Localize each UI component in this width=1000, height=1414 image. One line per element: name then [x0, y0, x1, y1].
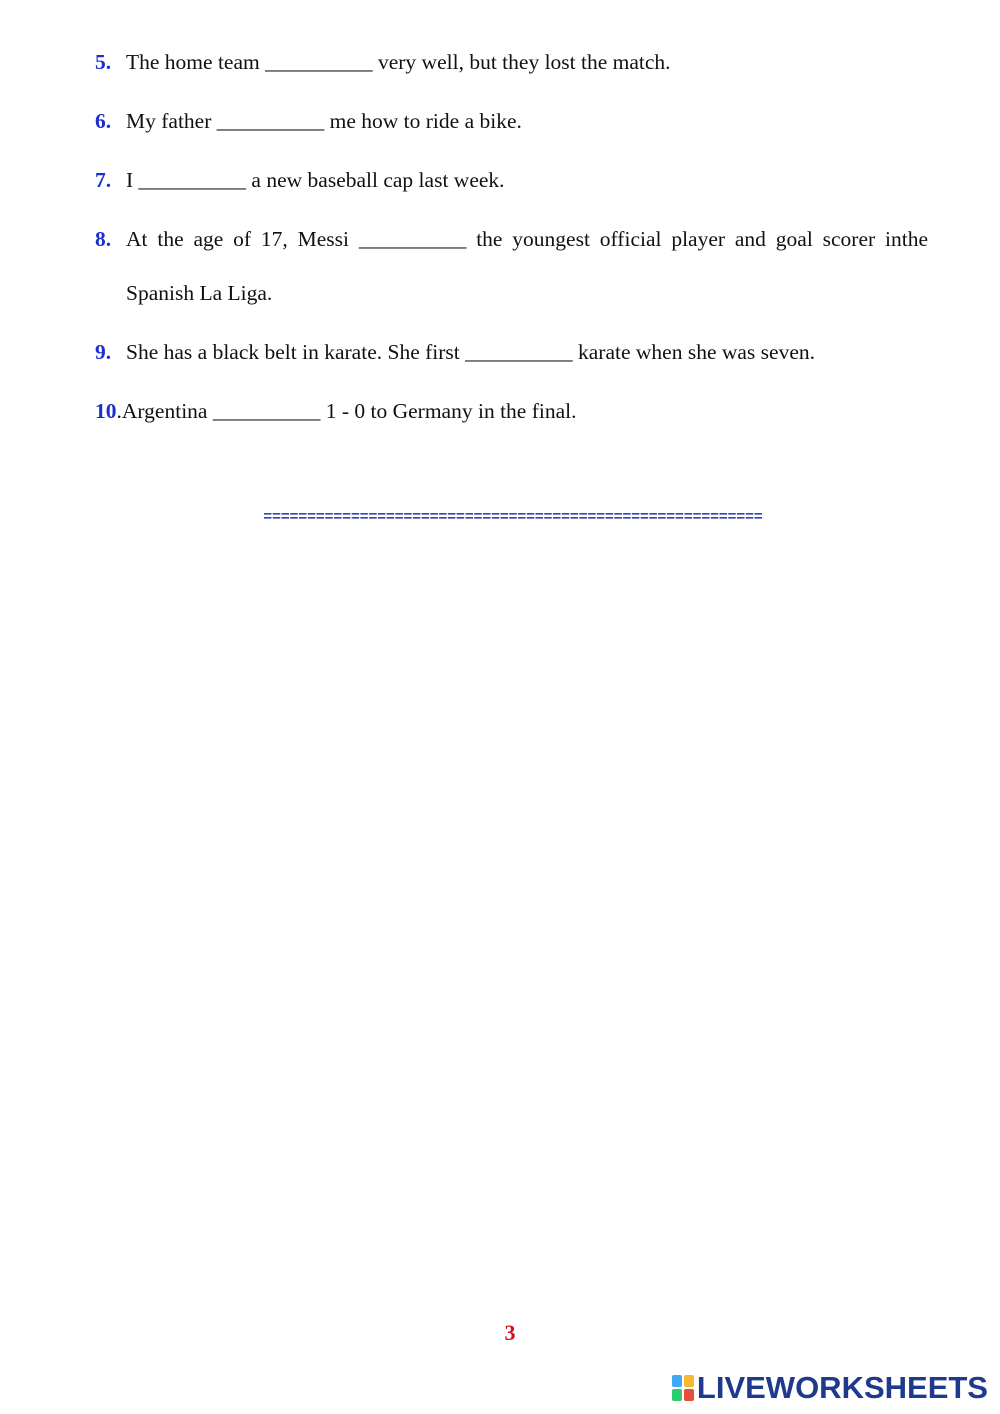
page-number: 3 [504, 1320, 516, 1345]
question-7 [95, 153, 928, 207]
question-8 [95, 212, 928, 320]
question-text-before: Argentina [121, 399, 213, 423]
question-number: 5. [95, 50, 112, 74]
question-text-after: me how to ride a bike. [324, 109, 522, 133]
question-text-before: I [126, 168, 139, 192]
question-text-before: My father [126, 109, 217, 133]
question-text-after: very well, but they lost the match. [372, 50, 671, 74]
question-text-after: karate when she was seven. [572, 340, 816, 364]
question-text-before: At the age of 17, Messi [126, 227, 359, 251]
answer-blank[interactable]: __________ [265, 50, 373, 74]
brand-name: LIVEWORKSHEETS [696, 1370, 988, 1405]
question-9 [95, 325, 928, 379]
question-number: 7. [95, 168, 112, 192]
liveworksheets-logo-icon [672, 1375, 694, 1401]
answer-blank[interactable]: __________ [465, 340, 573, 364]
question-text-before: The home team [126, 50, 266, 74]
question-text [95, 325, 928, 379]
question-text [95, 35, 928, 89]
question-text-after: 1 - 0 to Germany in the final. [320, 399, 577, 423]
question-text [95, 153, 928, 207]
question-text [95, 212, 928, 320]
question-number: 9. [95, 340, 112, 364]
question-number: 10 [95, 399, 117, 423]
logo-tile-v [672, 1389, 682, 1401]
question-5 [95, 35, 928, 89]
question-number: 6. [95, 109, 112, 133]
question-text-after: the youngest official player and goal scorer inthe Spanish La Liga. [126, 227, 928, 305]
question-text-after: a new baseball cap last week. [246, 168, 505, 192]
logo-tile-i [684, 1375, 694, 1387]
answer-blank[interactable]: __________ [138, 168, 247, 192]
answer-blank[interactable]: __________ [358, 227, 467, 251]
section-divider: ========================================================= [263, 508, 763, 525]
question-number-suffix: . [116, 399, 122, 423]
logo-tile-l [672, 1375, 682, 1387]
answer-blank[interactable]: __________ [216, 109, 325, 133]
question-text-before: She has a black belt in karate. She first [126, 340, 466, 364]
answer-blank[interactable]: __________ [212, 399, 321, 423]
logo-tile-e [684, 1389, 694, 1401]
question-6 [95, 94, 928, 148]
question-number: 8. [95, 227, 112, 251]
liveworksheets-brand[interactable] [672, 1370, 988, 1406]
question-text [95, 94, 928, 148]
question-text [95, 384, 928, 438]
question-10 [95, 384, 928, 438]
